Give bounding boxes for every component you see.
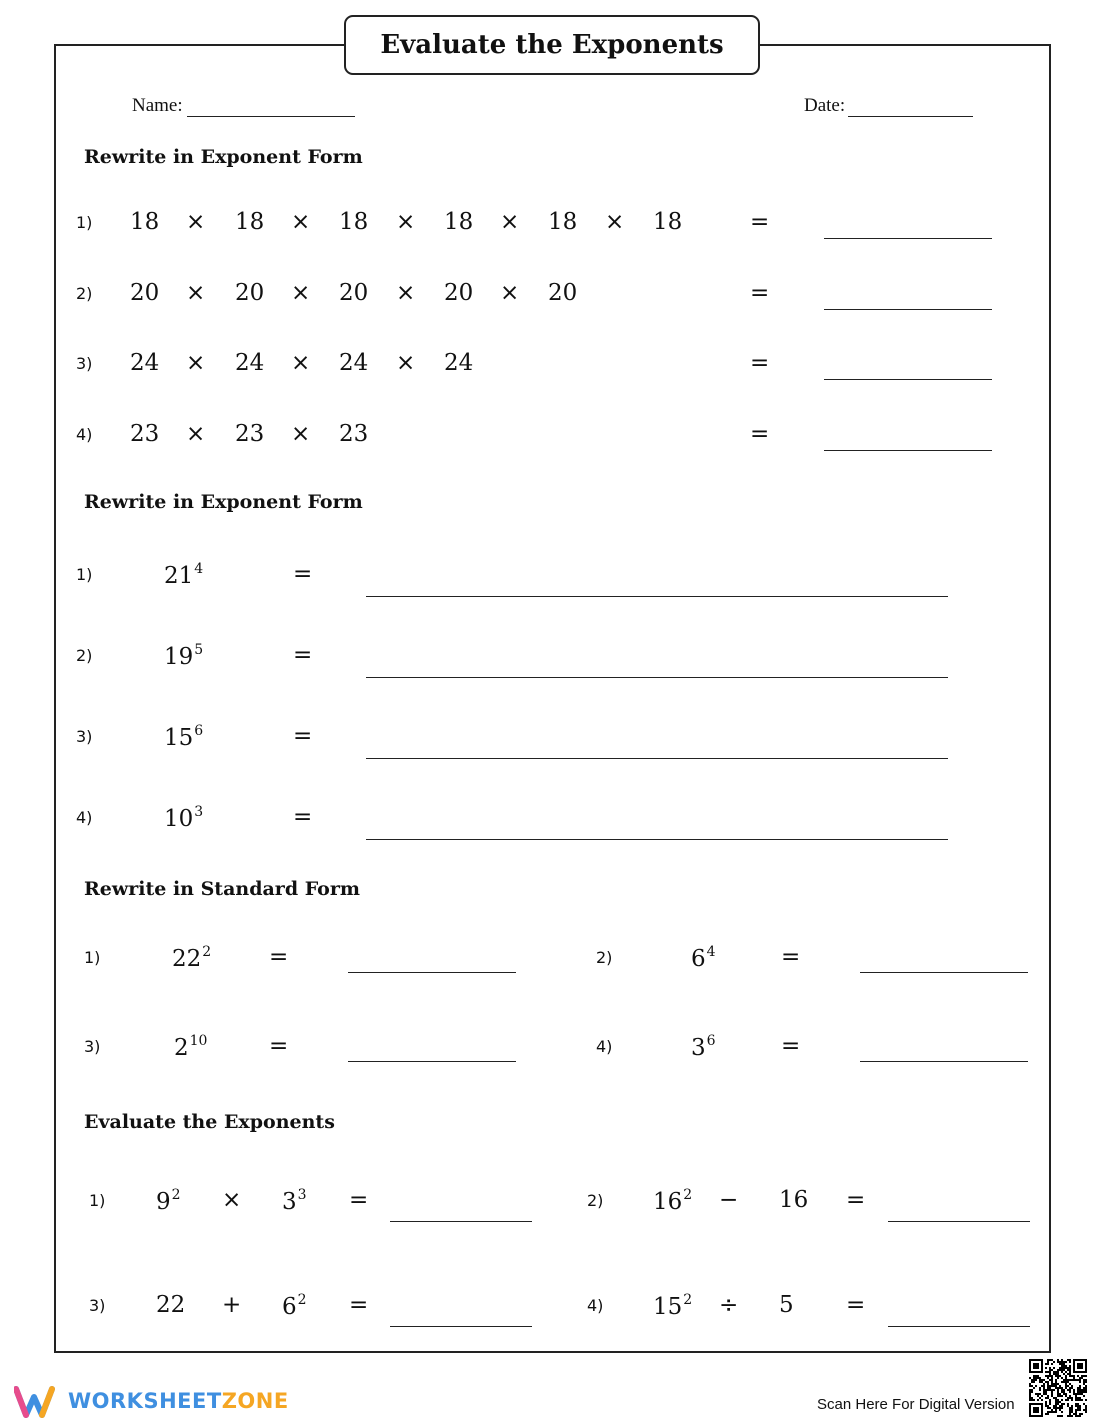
factor: 18 <box>653 209 683 235</box>
question-number: 1) <box>76 565 93 584</box>
exponent: 4 <box>706 944 716 960</box>
base-number: 6 <box>691 946 706 972</box>
base-number: 3 <box>691 1035 706 1061</box>
answer-line[interactable] <box>366 677 948 678</box>
equals-sign: = <box>846 1292 866 1318</box>
multiply-sign: × <box>291 350 311 376</box>
equals-sign: = <box>349 1292 369 1318</box>
multiply-sign: × <box>291 421 311 447</box>
question-number: 4) <box>76 808 93 827</box>
base-number: 15 <box>653 1294 683 1320</box>
first-term <box>156 1187 181 1215</box>
equals-sign: = <box>293 561 313 587</box>
operator-sign: × <box>222 1187 242 1213</box>
operator-sign: − <box>719 1187 739 1213</box>
factor: 24 <box>130 350 160 376</box>
date-field[interactable] <box>848 116 973 117</box>
factor: 23 <box>235 421 265 447</box>
answer-line[interactable] <box>366 839 948 840</box>
multiply-sign: × <box>186 280 206 306</box>
equals-sign: = <box>781 1033 801 1059</box>
multiply-sign: × <box>291 209 311 235</box>
factor: 18 <box>548 209 578 235</box>
worksheet-border <box>54 44 1051 1353</box>
base-number: 19 <box>164 644 194 670</box>
answer-line[interactable] <box>366 758 948 759</box>
section4-heading: Evaluate the Exponents <box>84 1111 335 1133</box>
exponent: 5 <box>194 642 204 658</box>
question-number: 3) <box>76 354 93 373</box>
equals-sign: = <box>269 944 289 970</box>
power-expression <box>164 642 203 670</box>
multiply-sign: × <box>396 280 416 306</box>
name-field[interactable] <box>187 116 355 117</box>
base-number: 22 <box>156 1292 186 1318</box>
question-number: 4) <box>587 1296 604 1315</box>
equals-sign: = <box>750 421 770 447</box>
exponent: 6 <box>706 1033 716 1049</box>
multiply-sign: × <box>186 421 206 447</box>
name-label: Name: <box>132 95 183 116</box>
multiply-sign: × <box>500 209 520 235</box>
question-number: 3) <box>84 1037 101 1056</box>
power-expression <box>172 944 211 972</box>
exponent: 10 <box>189 1033 208 1049</box>
factor: 20 <box>548 280 578 306</box>
second-term <box>282 1292 307 1320</box>
answer-line[interactable] <box>390 1326 532 1327</box>
power-expression <box>164 723 203 751</box>
base-number: 9 <box>156 1189 171 1215</box>
question-number: 4) <box>76 425 93 444</box>
factor: 20 <box>339 280 369 306</box>
equals-sign: = <box>293 642 313 668</box>
answer-line[interactable] <box>888 1221 1030 1222</box>
multiply-sign: × <box>500 280 520 306</box>
exponent: 2 <box>171 1187 181 1203</box>
second-term <box>282 1187 307 1215</box>
section2-heading: Rewrite in Exponent Form <box>84 491 363 513</box>
power-expression <box>164 804 203 832</box>
equals-sign: = <box>269 1033 289 1059</box>
answer-line[interactable] <box>366 596 948 597</box>
factor: 20 <box>130 280 160 306</box>
operator-sign: + <box>222 1292 242 1318</box>
answer-line[interactable] <box>824 309 992 310</box>
base-number: 16 <box>653 1189 683 1215</box>
factor: 18 <box>339 209 369 235</box>
factor: 24 <box>339 350 369 376</box>
first-term <box>653 1292 692 1320</box>
worksheetzone-logo[interactable] <box>14 1383 289 1419</box>
brand-part2: ZONE <box>221 1389 289 1413</box>
power-expression <box>691 1033 716 1061</box>
multiply-sign: × <box>605 209 625 235</box>
question-number: 2) <box>76 646 93 665</box>
equals-sign: = <box>750 350 770 376</box>
second-term <box>779 1292 794 1318</box>
section3-heading: Rewrite in Standard Form <box>84 878 360 900</box>
base-number: 22 <box>172 946 202 972</box>
worksheet-title: Evaluate the Exponents <box>344 15 760 75</box>
question-number: 2) <box>76 284 93 303</box>
base-number: 16 <box>779 1187 809 1213</box>
operator-sign: ÷ <box>719 1292 739 1318</box>
answer-line[interactable] <box>860 1061 1028 1062</box>
answer-line[interactable] <box>888 1326 1030 1327</box>
factor: 20 <box>235 280 265 306</box>
first-term <box>653 1187 692 1215</box>
factor: 23 <box>339 421 369 447</box>
equals-sign: = <box>293 723 313 749</box>
multiply-sign: × <box>186 209 206 235</box>
exponent: 6 <box>194 723 204 739</box>
exponent: 3 <box>297 1187 307 1203</box>
question-number: 1) <box>76 213 93 232</box>
base-number: 5 <box>779 1292 794 1318</box>
first-term <box>156 1292 185 1318</box>
equals-sign: = <box>293 804 313 830</box>
question-number: 3) <box>89 1296 106 1315</box>
answer-line[interactable] <box>824 238 992 239</box>
exponent: 4 <box>194 561 204 577</box>
factor: 18 <box>235 209 265 235</box>
factor: 20 <box>444 280 474 306</box>
scan-caption: Scan Here For Digital Version <box>817 1396 1015 1413</box>
question-number: 3) <box>76 727 93 746</box>
factor: 24 <box>444 350 474 376</box>
question-number: 2) <box>587 1191 604 1210</box>
base-number: 10 <box>164 806 194 832</box>
question-number: 1) <box>89 1191 106 1210</box>
exponent: 2 <box>683 1292 693 1308</box>
factor: 23 <box>130 421 160 447</box>
equals-sign: = <box>781 944 801 970</box>
exponent: 2 <box>683 1187 693 1203</box>
question-number: 2) <box>596 948 613 967</box>
answer-line[interactable] <box>390 1221 532 1222</box>
second-term <box>779 1187 808 1213</box>
equals-sign: = <box>349 1187 369 1213</box>
date-label: Date: <box>804 95 846 116</box>
question-number: 1) <box>84 948 101 967</box>
factor: 24 <box>235 350 265 376</box>
qr-code-icon[interactable] <box>1029 1359 1087 1417</box>
exponent: 2 <box>297 1292 307 1308</box>
brand-part1: WORKSHEET <box>68 1389 222 1413</box>
answer-line[interactable] <box>824 379 992 380</box>
base-number: 15 <box>164 725 194 751</box>
base-number: 2 <box>174 1035 189 1061</box>
answer-line[interactable] <box>860 972 1028 973</box>
section1-heading: Rewrite in Exponent Form <box>84 146 363 168</box>
exponent: 2 <box>202 944 212 960</box>
power-expression <box>691 944 716 972</box>
answer-line[interactable] <box>348 972 516 973</box>
factor: 18 <box>444 209 474 235</box>
multiply-sign: × <box>186 350 206 376</box>
power-expression <box>174 1033 207 1061</box>
multiply-sign: × <box>396 209 416 235</box>
equals-sign: = <box>750 209 770 235</box>
answer-line[interactable] <box>824 450 992 451</box>
question-number: 4) <box>596 1037 613 1056</box>
factor: 18 <box>130 209 160 235</box>
base-number: 21 <box>164 563 194 589</box>
base-number: 6 <box>282 1294 297 1320</box>
exponent: 3 <box>194 804 204 820</box>
multiply-sign: × <box>396 350 416 376</box>
equals-sign: = <box>846 1187 866 1213</box>
base-number: 3 <box>282 1189 297 1215</box>
multiply-sign: × <box>291 280 311 306</box>
brand-name <box>68 1389 289 1413</box>
power-expression <box>164 561 203 589</box>
w-logo-icon <box>14 1383 60 1419</box>
equals-sign: = <box>750 280 770 306</box>
answer-line[interactable] <box>348 1061 516 1062</box>
